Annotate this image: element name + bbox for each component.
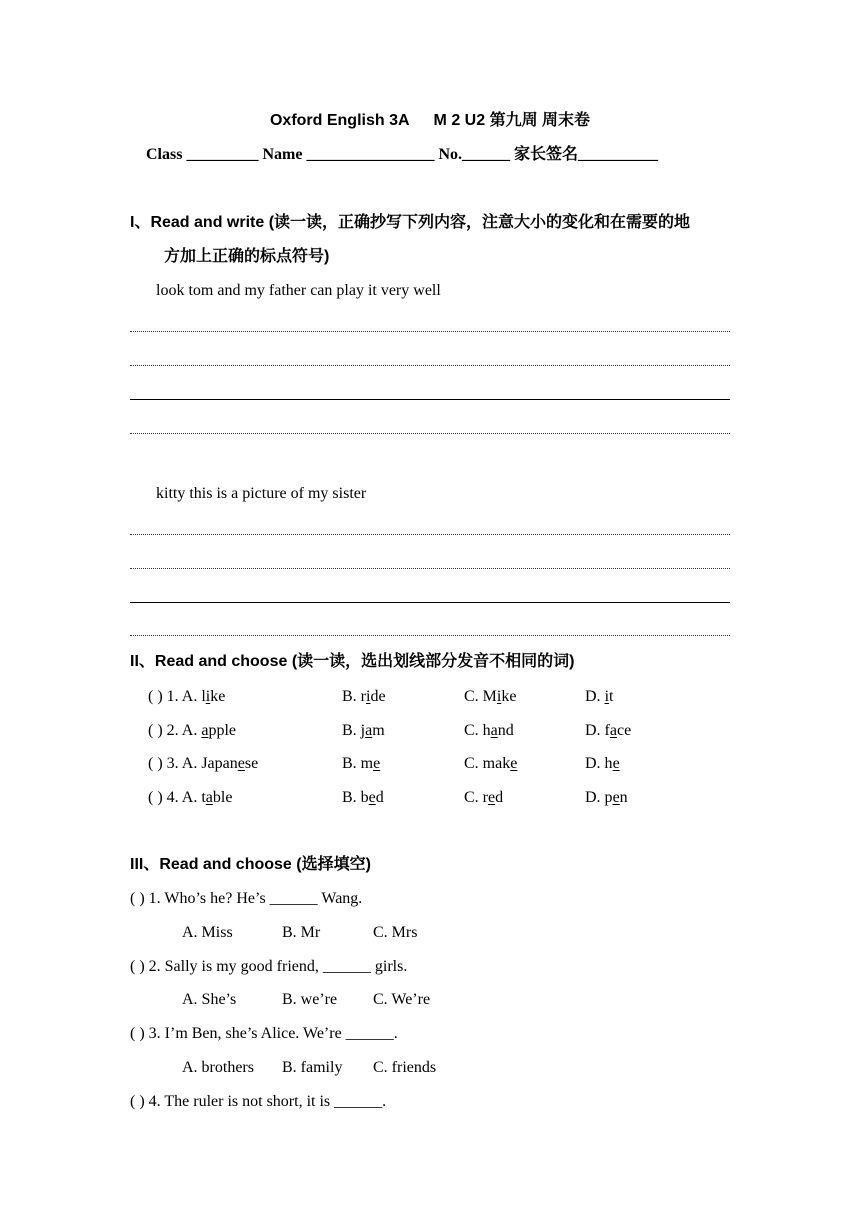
writing-line-solid	[130, 602, 730, 603]
copy-sentence-1: look tom and my father can play it very well	[156, 282, 441, 299]
writing-line-dotted	[130, 568, 730, 569]
phonics-item: ( ) 3. A. Japanese	[148, 755, 259, 772]
phonics-item: ( ) 1. A. like	[148, 688, 226, 705]
copy-sentence-2: kitty this is a picture of my sister	[156, 485, 367, 502]
option-b: B. family	[282, 1059, 343, 1076]
option-a: A. Miss	[182, 924, 233, 941]
question-3: ( ) 3. I’m Ben, she’s Alice. We’re ______.	[130, 1025, 398, 1042]
phonics-item: ( ) 2. A. apple	[148, 722, 236, 739]
option-c: C. We’re	[373, 991, 431, 1008]
writing-line-dotted	[130, 635, 730, 636]
phonics-option-d: D. it	[585, 688, 614, 705]
phonics-option-b: B. bed	[342, 789, 384, 806]
option-c: C. friends	[373, 1059, 437, 1076]
option-a: A. brothers	[182, 1059, 254, 1076]
page-title	[0, 111, 860, 131]
phonics-option-d: D. face	[585, 722, 632, 739]
option-a: A. She’s	[182, 991, 237, 1008]
section3-heading: III、Read and choose (选择填空)	[130, 856, 371, 873]
phonics-option-b: B. me	[342, 755, 381, 772]
title-course: Oxford English 3A	[269, 112, 410, 129]
section1-heading: I、Read and write (读一读，正确抄写下列内容，注意大小的变化和在需要的地	[130, 214, 691, 231]
section1-heading-cont: 方加上正确的标点符号)	[164, 248, 330, 265]
title-unit: M 2 U2 第九周 周末卷	[433, 112, 591, 129]
question-4: ( ) 4. The ruler is not short, it is ______.	[130, 1093, 387, 1110]
writing-line-dotted	[130, 433, 730, 434]
writing-line-solid	[130, 399, 730, 400]
phonics-option-b: B. jam	[342, 722, 385, 739]
phonics-option-d: D. he	[585, 755, 620, 772]
student-info-line: Class _________ Name ________________ No.______ 家长签名__________	[146, 146, 658, 163]
phonics-option-c: C. red	[464, 789, 504, 806]
question-1: ( ) 1. Who’s he? He’s ______ Wang.	[130, 890, 363, 907]
phonics-option-b: B. ride	[342, 688, 386, 705]
phonics-option-d: D. pen	[585, 789, 628, 806]
writing-line-dotted	[130, 365, 730, 366]
writing-line-dotted	[130, 331, 730, 332]
option-b: B. Mr	[282, 924, 321, 941]
phonics-item: ( ) 4. A. table	[148, 789, 233, 806]
phonics-option-c: C. Mike	[464, 688, 517, 705]
phonics-option-c: C. make	[464, 755, 518, 772]
option-c: C. Mrs	[373, 924, 418, 941]
section2-heading: II、Read and choose (读一读，选出划线部分发音不相同的词)	[130, 653, 575, 670]
option-b: B. we’re	[282, 991, 338, 1008]
writing-line-dotted	[130, 534, 730, 535]
phonics-option-c: C. hand	[464, 722, 514, 739]
question-2: ( ) 2. Sally is my good friend, ______ girls.	[130, 958, 408, 975]
